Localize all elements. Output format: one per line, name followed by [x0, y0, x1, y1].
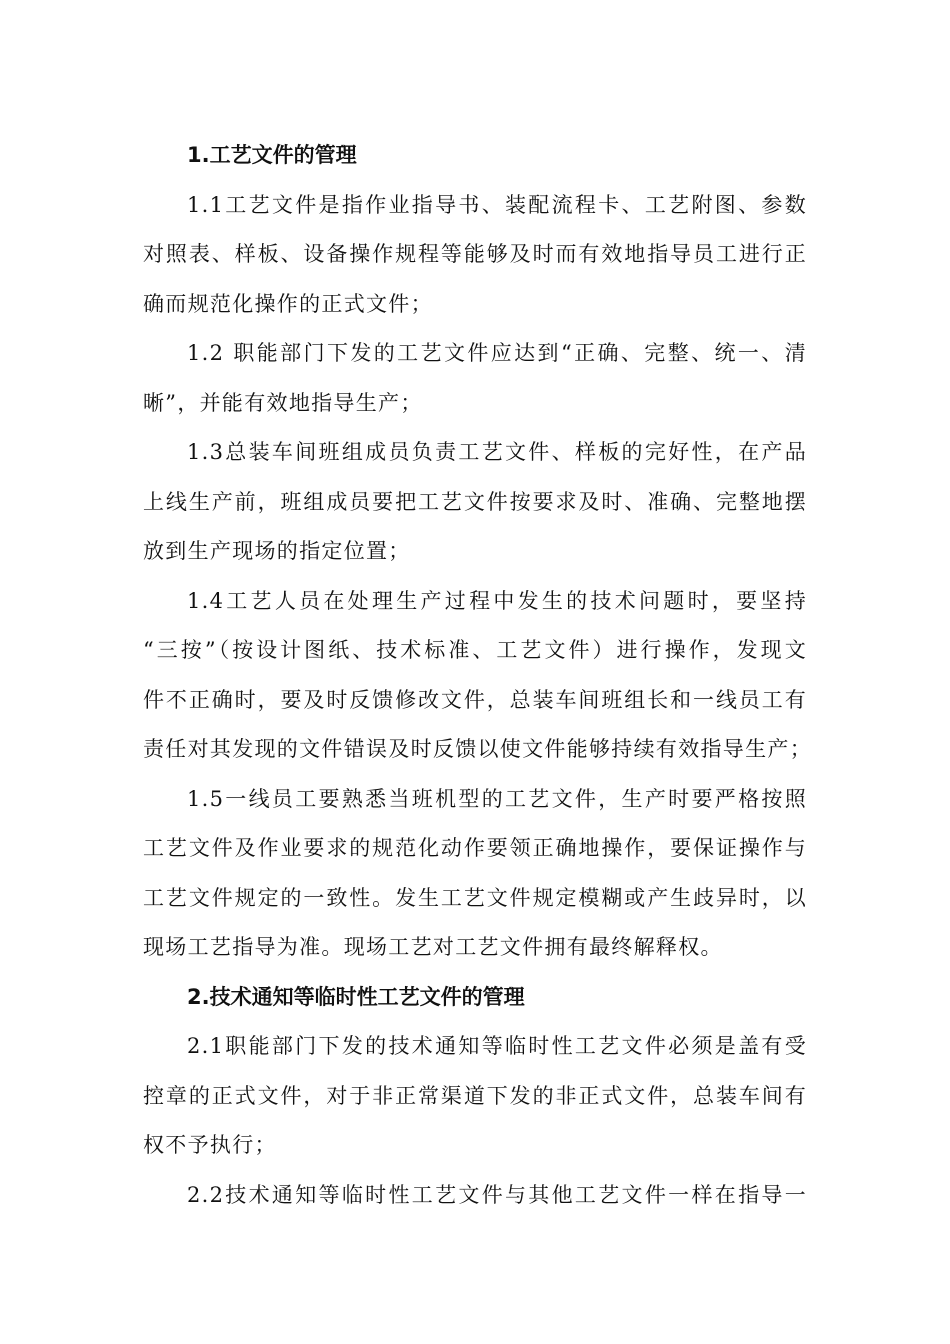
text-line: 权不予执行； — [143, 1133, 277, 1157]
paragraph-1-1 — [143, 181, 807, 330]
text-line: 确而规范化操作的正式文件； — [143, 291, 433, 316]
section-heading-1: 1.工艺文件的管理 — [187, 143, 357, 167]
text-line: 放到生产现场的指定位置； — [143, 539, 411, 563]
paragraph-1-4 — [143, 577, 812, 775]
text-line: 1.1工艺文件是指作业指导书、装配流程卡、工艺附图、参数 — [187, 192, 807, 217]
text-line: 1.5一线员工要熟悉当班机型的工艺文件，生产时要严格按照 — [187, 786, 807, 811]
text-line: 上线生产前，班组成员要把工艺文件按要求及时、准确、完整地摆 — [143, 489, 807, 514]
paragraph-2-2 — [143, 1171, 807, 1221]
section-heading-2: 2.技术通知等临时性工艺文件的管理 — [187, 984, 525, 1009]
paragraph-1-3 — [143, 428, 807, 577]
text-line: 工艺文件规定的一致性。发生工艺文件规定模糊或产生歧异时，以 — [143, 885, 807, 910]
text-line: 现场工艺指导为准。现场工艺对工艺文件拥有最终解释权。 — [143, 935, 723, 959]
paragraph-1-5 — [143, 775, 807, 973]
document-body — [143, 131, 812, 1220]
text-line: 2.2技术通知等临时性工艺文件与其他工艺文件一样在指导一 — [187, 1182, 807, 1207]
text-line: 1.3总装车间班组成员负责工艺文件、样板的完好性，在产品 — [187, 440, 807, 464]
text-line: 对照表、样板、设备操作规程等能够及时而有效地指导员工进行正 — [143, 242, 807, 266]
text-line: 晰”，并能有效地指导生产； — [143, 390, 423, 415]
text-line: 件不正确时，要及时反馈修改文件，总装车间班组长和一线员工有 — [143, 687, 807, 712]
text-line: 工艺文件及作业要求的规范化动作要领正确地操作，要保证操作与 — [143, 836, 807, 860]
text-line: 责任对其发现的文件错误及时反馈以使文件能够持续有效指导生产； — [143, 737, 812, 761]
text-line: “三按”（按设计图纸、技术标准、工艺文件）进行操作，发现文 — [143, 638, 807, 662]
paragraph-2-1 — [143, 1022, 807, 1171]
text-line: 控章的正式文件，对于非正常渠道下发的非正式文件，总装车间有 — [143, 1083, 807, 1108]
text-line: 2.1职能部门下发的技术通知等临时性工艺文件必须是盖有受 — [187, 1034, 807, 1058]
paragraph-1-2 — [143, 329, 807, 428]
text-line: 1.2 职能部门下发的工艺文件应达到“正确、完整、统一、清 — [187, 341, 807, 365]
text-line: 1.4工艺人员在处理生产过程中发生的技术问题时，要坚持 — [187, 588, 807, 613]
